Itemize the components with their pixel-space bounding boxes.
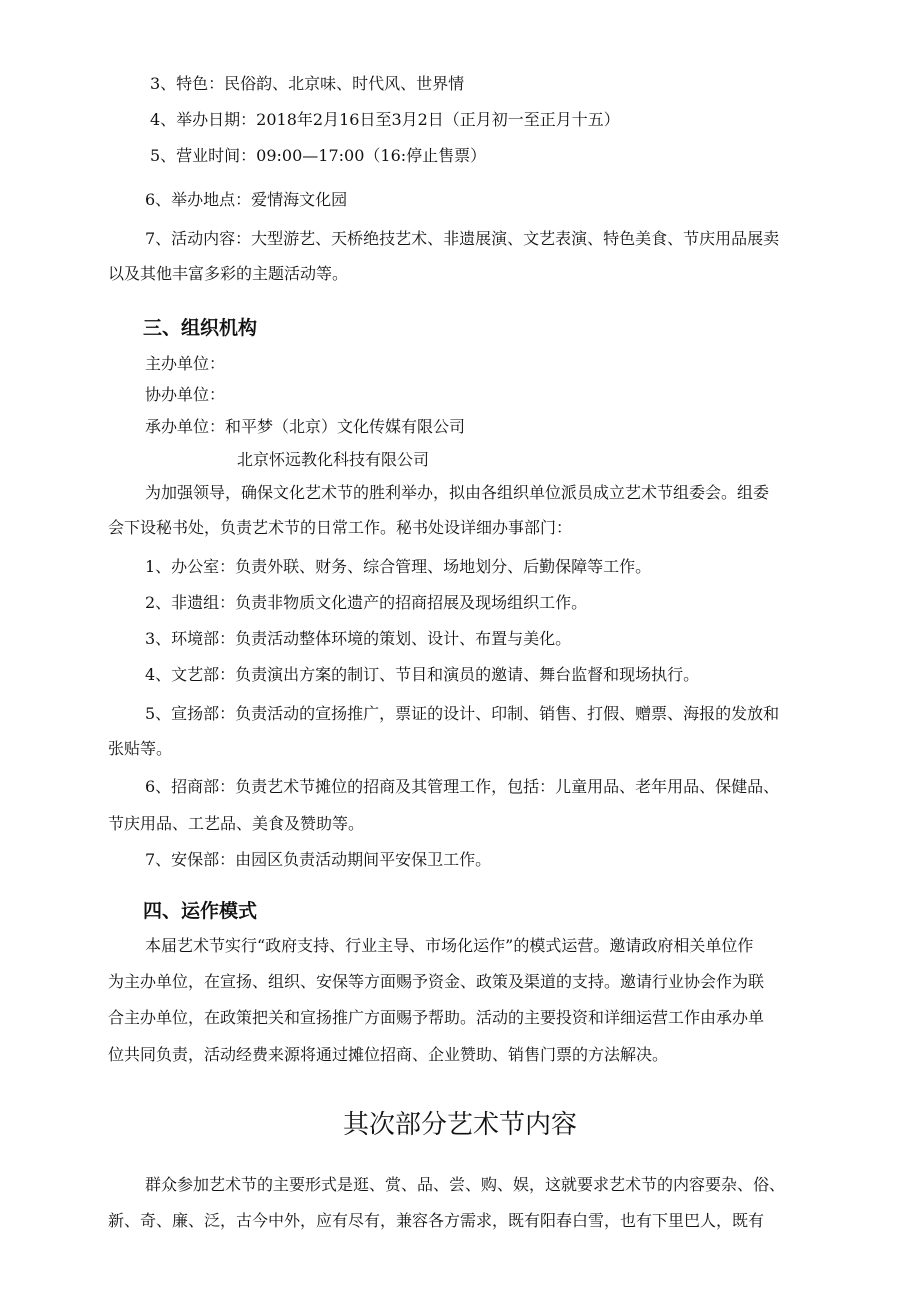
dept-investment-cont: 节庆用品、工艺品、美食及赞助等。 bbox=[108, 814, 365, 833]
item-location: 6、举办地点：爱情海文化园 bbox=[145, 190, 348, 209]
operation-para-line-1: 本届艺术节实行“政府支持、行业主导、市场化运作”的模式运营。邀请政府相关单位作 bbox=[145, 936, 754, 955]
dept-security: 7、安保部：由园区负责活动期间平安保卫工作。 bbox=[145, 850, 492, 869]
dept-office: 1、办公室：负责外联、财务、综合管理、场地划分、后勤保障等工作。 bbox=[145, 557, 652, 576]
co-sponsor-line: 协办单位： bbox=[145, 385, 226, 404]
item-activities: 7、活动内容：大型游艺、天桥绝技艺术、非遗展演、文艺表演、特色美食、节庆用品展卖 bbox=[145, 229, 780, 248]
dept-heritage: 2、非遗组：负责非物质文化遗产的招商招展及现场组织工作。 bbox=[145, 593, 588, 612]
item-features: 3、特色：民俗韵、北京味、时代风、世界情 bbox=[150, 74, 465, 93]
committee-intro: 为加强领导，确保文化艺术节的胜利举办，拟由各组织单位派员成立艺术节组委会。组委 bbox=[145, 483, 770, 502]
committee-intro-cont: 会下设秘书处，负责艺术节的日常工作。秘书处设详细办事部门： bbox=[108, 518, 573, 537]
sponsor-line: 主办单位： bbox=[145, 354, 226, 373]
operation-para-line-3: 合主办单位，在政策把关和宣扬推广方面赐予帮助。活动的主要投资和详细运营工作由承办单 bbox=[108, 1008, 765, 1027]
item-hours: 5、营业时间：09:00—17:00（16:停止售票） bbox=[150, 146, 487, 165]
operation-para-line-2: 为主办单位，在宣扬、组织、安保等方面赐予资金、政策及渠道的支持。邀请行业协会作为联 bbox=[108, 972, 765, 991]
content-para-line-2: 新、奇、廉、泛，古今中外，应有尽有，兼容各方需求，既有阳春白雪，也有下里巴人，既有 bbox=[108, 1211, 765, 1230]
section-heading-organization: 三、组织机构 bbox=[143, 317, 258, 339]
dept-promotion-cont: 张贴等。 bbox=[108, 739, 173, 758]
dept-promotion: 5、宣扬部：负责活动的宣扬推广，票证的设计、印制、销售、打假、赠票、海报的发放和 bbox=[145, 704, 780, 723]
part-title: 其次部分艺术节内容 bbox=[342, 1110, 577, 1140]
organizer-line: 承办单位：和平梦（北京）文化传媒有限公司 bbox=[145, 417, 466, 436]
dept-environment: 3、环境部：负责活动整体环境的策划、设计、布置与美化。 bbox=[145, 629, 572, 648]
dept-arts: 4、文艺部：负责演出方案的制订、节目和演员的邀请、舞台监督和现场执行。 bbox=[145, 665, 700, 684]
organizer-line-2: 北京怀远教化科技有限公司 bbox=[237, 450, 430, 469]
content-para-line-1: 群众参加艺术节的主要形式是逛、赏、品、尝、购、娱，这就要求艺术节的内容要杂、俗、 bbox=[145, 1175, 786, 1194]
operation-para-line-4: 位共同负责，活动经费来源将通过摊位招商、企业赞助、销售门票的方法解决。 bbox=[108, 1045, 669, 1064]
item-dates: 4、举办日期：2018年2月16日至3月2日（正月初一至正月十五） bbox=[150, 110, 620, 129]
item-activities-cont: 以及其他丰富多彩的主题活动等。 bbox=[108, 264, 349, 283]
dept-investment: 6、招商部：负责艺术节摊位的招商及其管理工作，包括：儿童用品、老年用品、保健品、 bbox=[145, 777, 780, 796]
section-heading-operation: 四、运作模式 bbox=[143, 900, 258, 922]
